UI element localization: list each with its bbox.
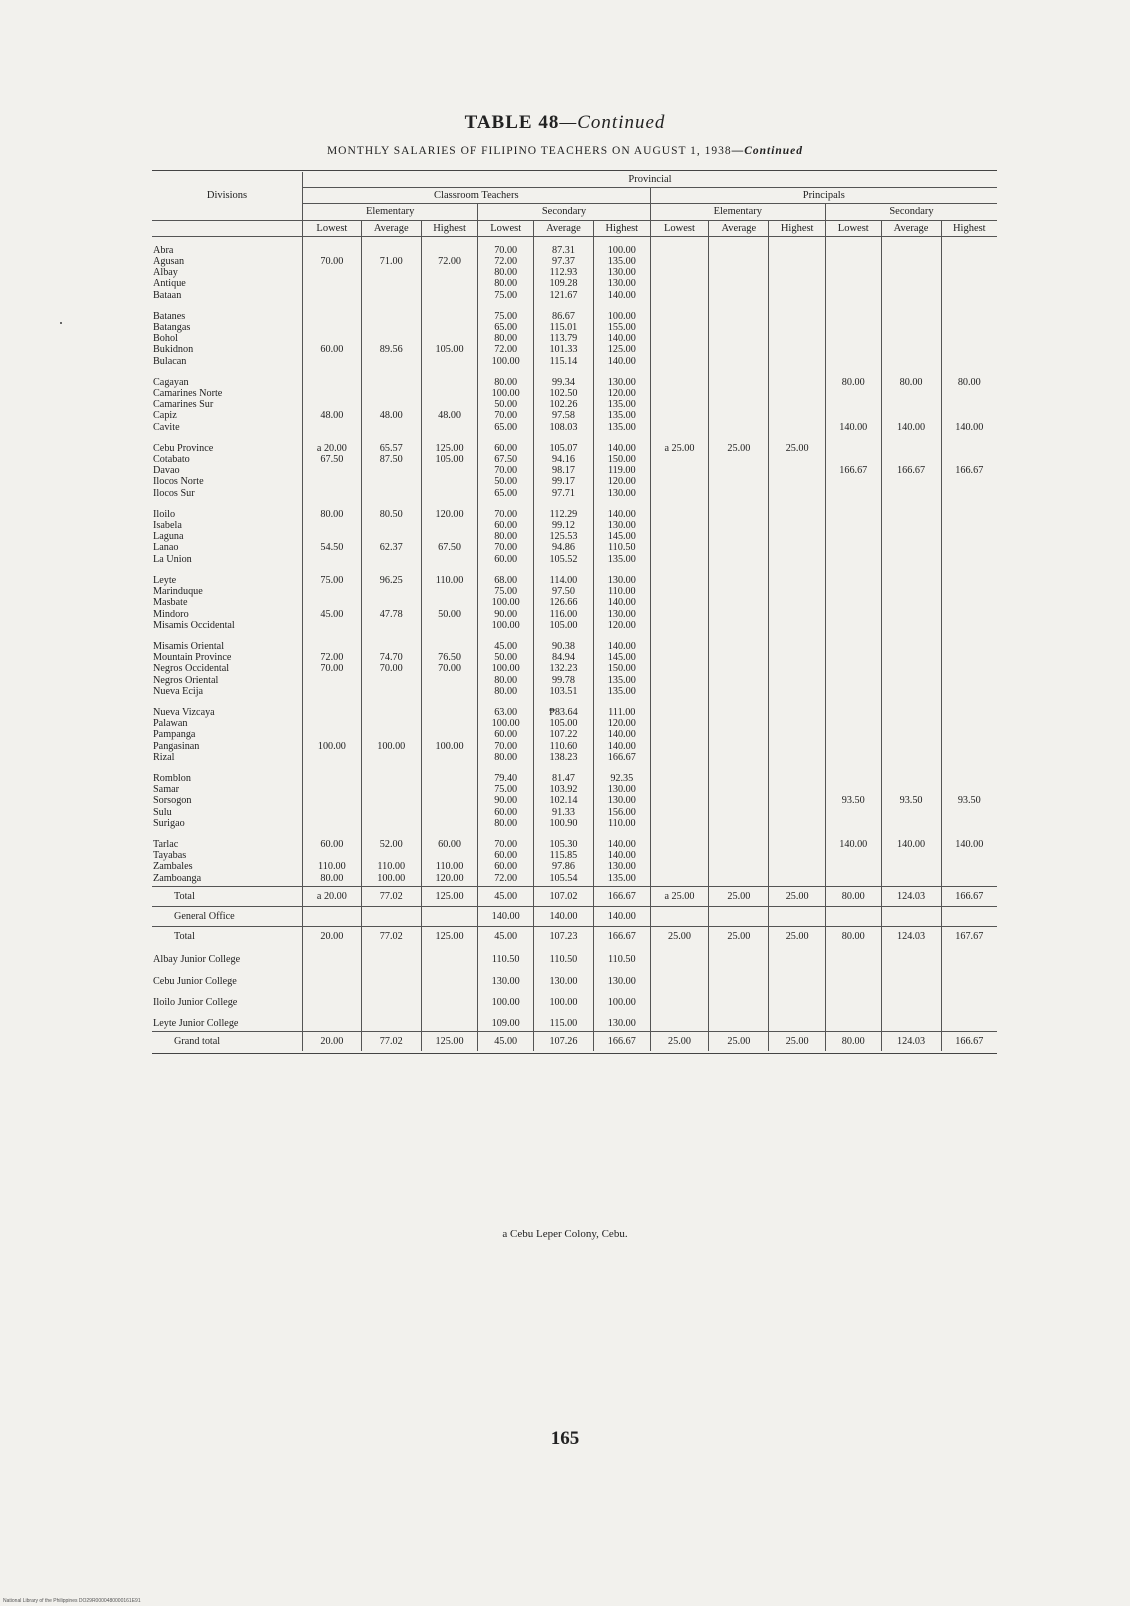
salary-cell bbox=[825, 303, 881, 369]
salary-cell: 130.00 bbox=[533, 968, 593, 989]
salary-cell: 80.00 bbox=[825, 927, 881, 947]
salary-cell bbox=[769, 765, 826, 831]
salary-cell: 25.00 bbox=[769, 886, 826, 906]
salary-cell bbox=[709, 989, 769, 1010]
salary-cell bbox=[709, 946, 769, 967]
salary-cell bbox=[881, 303, 941, 369]
salary-cell: 124.03 bbox=[881, 886, 941, 906]
salary-cell: 75.00 65.00 80.00 72.00 100.00 bbox=[478, 303, 534, 369]
salary-cell bbox=[941, 1010, 997, 1032]
salary-cell: 114.00 97.50 126.66 116.00 105.00 bbox=[533, 567, 593, 633]
salary-cell bbox=[769, 989, 826, 1010]
salary-cell: 110.50 bbox=[533, 946, 593, 967]
salary-cell bbox=[941, 968, 997, 989]
salary-cell bbox=[650, 989, 709, 1010]
col-header-average: Average bbox=[533, 220, 593, 236]
salary-cell: 166.67 bbox=[941, 435, 997, 501]
salary-cell bbox=[881, 633, 941, 699]
salary-cell bbox=[303, 968, 362, 989]
salary-cell: 80.00 54.50 bbox=[303, 501, 362, 567]
salary-cell: 166.67 bbox=[593, 927, 650, 947]
salary-cell: 75.00 45.00 bbox=[303, 567, 362, 633]
salary-cell bbox=[709, 567, 769, 633]
salary-cell bbox=[881, 236, 941, 303]
salary-cell bbox=[881, 989, 941, 1010]
salary-cell: 81.47 103.92 102.14 91.33 100.90 bbox=[533, 765, 593, 831]
salary-table bbox=[152, 172, 997, 1051]
salary-cell bbox=[709, 236, 769, 303]
salary-cell: 60.00 bbox=[303, 303, 362, 369]
salary-cell: 100.00 bbox=[361, 699, 421, 765]
salary-cell: 140.00 150.00 119.00 120.00 130.00 bbox=[593, 435, 650, 501]
salary-cell bbox=[881, 567, 941, 633]
division-group-row bbox=[152, 567, 997, 633]
salary-cell bbox=[650, 968, 709, 989]
salary-cell: 100.00 135.00 130.00 130.00 140.00 bbox=[593, 236, 650, 303]
salary-cell: 25.00 bbox=[769, 435, 826, 501]
salary-cell bbox=[361, 968, 421, 989]
salary-cell: 77.02 bbox=[361, 886, 421, 906]
salary-cell bbox=[881, 946, 941, 967]
salary-cell: 45.00 50.00 100.00 80.00 80.00 bbox=[478, 633, 534, 699]
salary-cell: 86.67 115.01 113.79 101.33 115.14 bbox=[533, 303, 593, 369]
salary-cell: 74.70 70.00 bbox=[361, 633, 421, 699]
salary-cell: 125.00 bbox=[421, 886, 478, 906]
salary-cell bbox=[769, 946, 826, 967]
salary-cell: 89.56 bbox=[361, 303, 421, 369]
col-header-lowest: Lowest bbox=[825, 220, 881, 236]
salary-cell bbox=[769, 831, 826, 886]
salary-cell bbox=[825, 236, 881, 303]
salary-cell: 87.31 97.37 112.93 109.28 121.67 bbox=[533, 236, 593, 303]
salary-cell: 79.40 75.00 90.00 60.00 80.00 bbox=[478, 765, 534, 831]
salary-cell: 130.00 bbox=[478, 968, 534, 989]
salary-cell: 76.50 70.00 bbox=[421, 633, 478, 699]
salary-cell: 80.00 bbox=[825, 1032, 881, 1052]
college-row bbox=[152, 989, 997, 1010]
salary-cell: 111.00 120.00 140.00 140.00 166.67 bbox=[593, 699, 650, 765]
salary-cell: 166.67 bbox=[941, 1032, 997, 1052]
division-label: Tarlac Tayabas Zambales Zamboanga bbox=[153, 838, 202, 884]
salary-cell bbox=[361, 1010, 421, 1032]
salary-cell: 48.00 bbox=[361, 369, 421, 435]
salary-cell bbox=[303, 946, 362, 967]
division-label: Grand total bbox=[152, 1032, 303, 1052]
division-group-row bbox=[152, 303, 997, 369]
salary-cell: 20.00 bbox=[303, 927, 362, 947]
salary-cell: 100.00 155.00 140.00 125.00 140.00 bbox=[593, 303, 650, 369]
salary-cell: 105.07 94.16 98.17 99.17 97.71 bbox=[533, 435, 593, 501]
salary-cell: 140.00 bbox=[593, 906, 650, 926]
salary-cell bbox=[825, 989, 881, 1010]
pr-secondary-header: Secondary bbox=[825, 204, 997, 220]
salary-cell bbox=[709, 633, 769, 699]
division-label: Batanes Batangas Bohol Bukidnon Bulacan bbox=[153, 310, 194, 367]
salary-cell bbox=[941, 236, 997, 303]
division-label: Leyte Marinduque Masbate Mindoro Misamis Occidental bbox=[153, 574, 235, 631]
salary-cell bbox=[709, 501, 769, 567]
salary-cell: 110.50 bbox=[593, 946, 650, 967]
col-header-lowest: Lowest bbox=[650, 220, 709, 236]
salary-cell: 130.00 bbox=[593, 968, 650, 989]
pr-elementary-header: Elementary bbox=[650, 204, 825, 220]
salary-cell: 124.03 bbox=[881, 927, 941, 947]
col-header-highest: Highest bbox=[593, 220, 650, 236]
salary-cell bbox=[941, 989, 997, 1010]
salary-cell: 25.00 bbox=[709, 435, 769, 501]
salary-cell bbox=[941, 567, 997, 633]
page-number: 165 bbox=[550, 1428, 580, 1449]
salary-cell: 25.00 bbox=[650, 1032, 709, 1052]
salary-cell bbox=[650, 906, 709, 926]
salary-cell: 105.30 115.85 97.86 105.54 bbox=[533, 831, 593, 886]
ct-elementary-header: Elementary bbox=[303, 204, 478, 220]
salary-cell bbox=[941, 906, 997, 926]
salary-cell: 25.00 bbox=[709, 886, 769, 906]
salary-cell: 25.00 bbox=[709, 927, 769, 947]
table-subtitle: MONTHLY SALARIES OF FILIPINO TEACHERS ON AUGUST 1, 1938—Continued bbox=[326, 145, 804, 157]
salary-cell: 130.00 bbox=[593, 1010, 650, 1032]
salary-cell: a 20.00 67.50 bbox=[303, 435, 362, 501]
salary-cell: 45.00 bbox=[478, 1032, 534, 1052]
footnote: a Cebu Leper Colony, Cebu. bbox=[502, 1228, 628, 1240]
salary-cell bbox=[421, 906, 478, 926]
salary-cell: 70.00 bbox=[303, 236, 362, 303]
salary-cell bbox=[421, 968, 478, 989]
salary-cell bbox=[769, 968, 826, 989]
salary-cell: 120.00 67.50 bbox=[421, 501, 478, 567]
division-group-row bbox=[152, 369, 997, 435]
salary-cell bbox=[941, 946, 997, 967]
salary-cell bbox=[361, 989, 421, 1010]
scan-mark bbox=[60, 322, 62, 324]
salary-cell: 107.02 bbox=[533, 886, 593, 906]
salary-cell: 100.00 bbox=[303, 699, 362, 765]
salary-cell bbox=[769, 1010, 826, 1032]
division-group-row bbox=[152, 501, 997, 567]
salary-cell: 63.00 100.00 60.00 70.00 80.00 bbox=[478, 699, 534, 765]
salary-cell bbox=[825, 633, 881, 699]
salary-cell bbox=[769, 567, 826, 633]
total-row bbox=[152, 886, 997, 906]
division-group-row bbox=[152, 236, 997, 303]
salary-cell: 52.00 110.00 100.00 bbox=[361, 831, 421, 886]
salary-cell: 140.00 bbox=[881, 831, 941, 886]
salary-cell bbox=[303, 989, 362, 1010]
col-header-lowest: Lowest bbox=[478, 220, 534, 236]
salary-cell bbox=[709, 765, 769, 831]
salary-cell: 71.00 bbox=[361, 236, 421, 303]
table-title: TABLE 48—Continued bbox=[464, 112, 666, 133]
salary-cell: 77.02 bbox=[361, 927, 421, 947]
salary-cell bbox=[825, 699, 881, 765]
division-label: Iloilo Junior College bbox=[153, 996, 238, 1008]
division-group-row bbox=[152, 765, 997, 831]
salary-cell bbox=[769, 633, 826, 699]
salary-cell: 60.00 110.00 80.00 bbox=[303, 831, 362, 886]
division-label: Leyte Junior College bbox=[153, 1017, 239, 1029]
salary-cell: 140.00 bbox=[941, 831, 997, 886]
salary-cell: 65.57 87.50 bbox=[361, 435, 421, 501]
salary-cell: 93.50 bbox=[881, 765, 941, 831]
salary-cell bbox=[650, 567, 709, 633]
salary-cell: 25.00 bbox=[650, 927, 709, 947]
salary-cell: 96.25 47.78 bbox=[361, 567, 421, 633]
salary-cell bbox=[650, 765, 709, 831]
grand-total-row bbox=[152, 1032, 997, 1052]
salary-cell: 140.00 bbox=[478, 906, 534, 926]
salary-cell: 166.67 bbox=[593, 886, 650, 906]
salary-cell: 80.50 62.37 bbox=[361, 501, 421, 567]
salary-cell bbox=[769, 906, 826, 926]
col-header-highest: Highest bbox=[941, 220, 997, 236]
salary-cell bbox=[421, 1010, 478, 1032]
scan-credit: National Library of the Philippines DO29R0000480000161E91 bbox=[3, 1598, 141, 1604]
total-row bbox=[152, 906, 997, 926]
salary-cell: 130.00 120.00 135.00 135.00 135.00 bbox=[593, 369, 650, 435]
salary-cell: 48.00 bbox=[421, 369, 478, 435]
salary-cell: 140.00 145.00 150.00 135.00 135.00 bbox=[593, 633, 650, 699]
salary-cell: 70.00 60.00 60.00 72.00 bbox=[478, 831, 534, 886]
salary-cell bbox=[650, 946, 709, 967]
salary-cell bbox=[881, 699, 941, 765]
salary-cell: 112.29 99.12 125.53 94.86 105.52 bbox=[533, 501, 593, 567]
salary-cell bbox=[825, 946, 881, 967]
salary-cell: 80.00 bbox=[825, 886, 881, 906]
college-row bbox=[152, 946, 997, 967]
division-label: Abra Agusan Albay Antique Bataan bbox=[153, 244, 186, 301]
salary-cell: 80.00 140.00 bbox=[825, 369, 881, 435]
salary-cell bbox=[709, 968, 769, 989]
salary-cell bbox=[769, 369, 826, 435]
col-header-average: Average bbox=[709, 220, 769, 236]
division-label: General Office bbox=[152, 906, 303, 926]
salary-cell: 77.02 bbox=[361, 1032, 421, 1052]
salary-cell bbox=[650, 303, 709, 369]
salary-cell: 72.00 bbox=[421, 236, 478, 303]
salary-cell: 93.50 bbox=[941, 765, 997, 831]
division-label: Albay Junior College bbox=[153, 954, 241, 966]
total-row bbox=[152, 927, 997, 947]
salary-cell: 90.38 84.94 132.23 99.78 103.51 bbox=[533, 633, 593, 699]
blank-header bbox=[152, 220, 303, 236]
salary-cell bbox=[881, 1010, 941, 1032]
salary-cell bbox=[941, 303, 997, 369]
division-label: Romblon Samar Sorsogon Sulu Surigao bbox=[153, 772, 192, 829]
salary-cell bbox=[709, 303, 769, 369]
salary-cell: ₱83.64 105.00 107.22 110.60 138.23 bbox=[533, 699, 593, 765]
division-group-row bbox=[152, 435, 997, 501]
salary-cell: 45.00 bbox=[478, 927, 534, 947]
salary-cell bbox=[361, 765, 421, 831]
division-label: Iloilo Isabela Laguna Lanao La Union bbox=[153, 508, 192, 565]
salary-cell: a 20.00 bbox=[303, 886, 362, 906]
salary-cell: 125.00 bbox=[421, 1032, 478, 1052]
salary-cell: 124.03 bbox=[881, 1032, 941, 1052]
salary-cell: 130.00 110.00 140.00 130.00 120.00 bbox=[593, 567, 650, 633]
salary-cell bbox=[709, 699, 769, 765]
division-label: Nueva Vizcaya Palawan Pampanga Pangasinan Rizal bbox=[153, 706, 215, 763]
salary-cell: 166.67 bbox=[593, 1032, 650, 1052]
salary-cell: 115.00 bbox=[533, 1010, 593, 1032]
salary-cell: 166.67 bbox=[881, 435, 941, 501]
salary-cell bbox=[769, 236, 826, 303]
salary-cell bbox=[769, 501, 826, 567]
division-label: Total bbox=[152, 927, 303, 947]
college-row bbox=[152, 968, 997, 989]
salary-cell bbox=[709, 369, 769, 435]
salary-cell: 45.00 bbox=[478, 886, 534, 906]
salary-cell: 99.34 102.50 102.26 97.58 108.03 bbox=[533, 369, 593, 435]
salary-cell bbox=[941, 699, 997, 765]
salary-cell: 80.00 140.00 bbox=[941, 369, 997, 435]
salary-cell: 140.00 140.00 130.00 135.00 bbox=[593, 831, 650, 886]
salary-cell bbox=[825, 1010, 881, 1032]
salary-cell bbox=[941, 501, 997, 567]
col-header-highest: Highest bbox=[421, 220, 478, 236]
bottom-rule bbox=[152, 1053, 997, 1054]
salary-cell bbox=[421, 765, 478, 831]
salary-cell: 25.00 bbox=[769, 1032, 826, 1052]
col-header-average: Average bbox=[361, 220, 421, 236]
salary-cell bbox=[650, 369, 709, 435]
salary-cell bbox=[421, 989, 478, 1010]
salary-cell: 107.26 bbox=[533, 1032, 593, 1052]
salary-cell: 70.00 72.00 80.00 80.00 75.00 bbox=[478, 236, 534, 303]
salary-cell: 140.00 130.00 145.00 110.50 135.00 bbox=[593, 501, 650, 567]
salary-cell: 60.00 67.50 70.00 50.00 65.00 bbox=[478, 435, 534, 501]
salary-cell: 125.00 bbox=[421, 927, 478, 947]
salary-cell: 140.00 bbox=[825, 831, 881, 886]
salary-cell: 80.00 100.00 50.00 70.00 65.00 bbox=[478, 369, 534, 435]
division-group-row bbox=[152, 831, 997, 886]
salary-cell: 93.50 bbox=[825, 765, 881, 831]
salary-cell: 100.00 bbox=[593, 989, 650, 1010]
division-label: Cagayan Camarines Norte Camarines Sur Capiz Cavite bbox=[153, 376, 223, 433]
salary-cell bbox=[303, 1010, 362, 1032]
salary-cell: 107.23 bbox=[533, 927, 593, 947]
salary-cell: 100.00 bbox=[478, 989, 534, 1010]
salary-cell: 105.00 bbox=[421, 303, 478, 369]
division-group-row bbox=[152, 699, 997, 765]
salary-cell bbox=[769, 699, 826, 765]
division-label: Total bbox=[152, 886, 303, 906]
divisions-header: Divisions bbox=[152, 172, 303, 220]
salary-cell: 167.67 bbox=[941, 927, 997, 947]
salary-cell: 68.00 75.00 100.00 90.00 100.00 bbox=[478, 567, 534, 633]
salary-cell bbox=[881, 906, 941, 926]
salary-cell: 109.00 bbox=[478, 1010, 534, 1032]
ct-secondary-header: Secondary bbox=[478, 204, 650, 220]
division-label: Cebu Junior College bbox=[153, 975, 237, 987]
salary-cell: 166.67 bbox=[941, 886, 997, 906]
salary-cell: 100.00 bbox=[533, 989, 593, 1010]
salary-cell: 72.00 70.00 bbox=[303, 633, 362, 699]
salary-cell: 140.00 bbox=[533, 906, 593, 926]
salary-cell bbox=[650, 699, 709, 765]
division-label: Cebu Province Cotabato Davao Ilocos Norte Ilocos Sur bbox=[153, 442, 214, 499]
salary-cell: a 25.00 bbox=[650, 435, 709, 501]
salary-cell bbox=[769, 303, 826, 369]
salary-cell bbox=[709, 831, 769, 886]
provincial-header: Provincial bbox=[303, 172, 998, 188]
classroom-teachers-header: Classroom Teachers bbox=[303, 188, 651, 204]
top-rule bbox=[152, 170, 997, 171]
division-label: Misamis Oriental Mountain Province Negros Occidental Negros Oriental Nueva Ecija bbox=[153, 640, 232, 697]
salary-cell bbox=[650, 831, 709, 886]
division-group-row bbox=[152, 633, 997, 699]
salary-cell: 125.00 105.00 bbox=[421, 435, 478, 501]
salary-cell bbox=[650, 236, 709, 303]
salary-cell bbox=[421, 946, 478, 967]
col-header-highest: Highest bbox=[769, 220, 826, 236]
salary-cell bbox=[650, 633, 709, 699]
salary-cell bbox=[825, 567, 881, 633]
principals-header: Principals bbox=[650, 188, 997, 204]
salary-cell bbox=[361, 946, 421, 967]
salary-cell: 48.00 bbox=[303, 369, 362, 435]
salary-cell bbox=[303, 765, 362, 831]
salary-cell bbox=[361, 906, 421, 926]
salary-cell: 100.00 bbox=[421, 699, 478, 765]
salary-cell bbox=[881, 501, 941, 567]
col-header-lowest: Lowest bbox=[303, 220, 362, 236]
salary-cell: a 25.00 bbox=[650, 886, 709, 906]
salary-cell: 80.00 140.00 bbox=[881, 369, 941, 435]
salary-cell: 20.00 bbox=[303, 1032, 362, 1052]
salary-cell: 110.00 50.00 bbox=[421, 567, 478, 633]
salary-cell bbox=[650, 501, 709, 567]
salary-cell: 70.00 60.00 80.00 70.00 60.00 bbox=[478, 501, 534, 567]
salary-cell bbox=[825, 968, 881, 989]
salary-cell: 110.50 bbox=[478, 946, 534, 967]
salary-cell: 60.00 110.00 120.00 bbox=[421, 831, 478, 886]
salary-cell: 92.35 130.00 130.00 156.00 110.00 bbox=[593, 765, 650, 831]
col-header-average: Average bbox=[881, 220, 941, 236]
salary-cell bbox=[303, 906, 362, 926]
salary-cell: 166.67 bbox=[825, 435, 881, 501]
college-row bbox=[152, 1010, 997, 1032]
salary-cell bbox=[881, 968, 941, 989]
table-body bbox=[152, 236, 997, 1051]
salary-cell: 25.00 bbox=[769, 927, 826, 947]
salary-cell bbox=[825, 906, 881, 926]
salary-cell bbox=[709, 906, 769, 926]
salary-cell bbox=[941, 633, 997, 699]
salary-cell bbox=[709, 1010, 769, 1032]
salary-cell bbox=[825, 501, 881, 567]
salary-cell bbox=[650, 1010, 709, 1032]
salary-cell: 25.00 bbox=[709, 1032, 769, 1052]
